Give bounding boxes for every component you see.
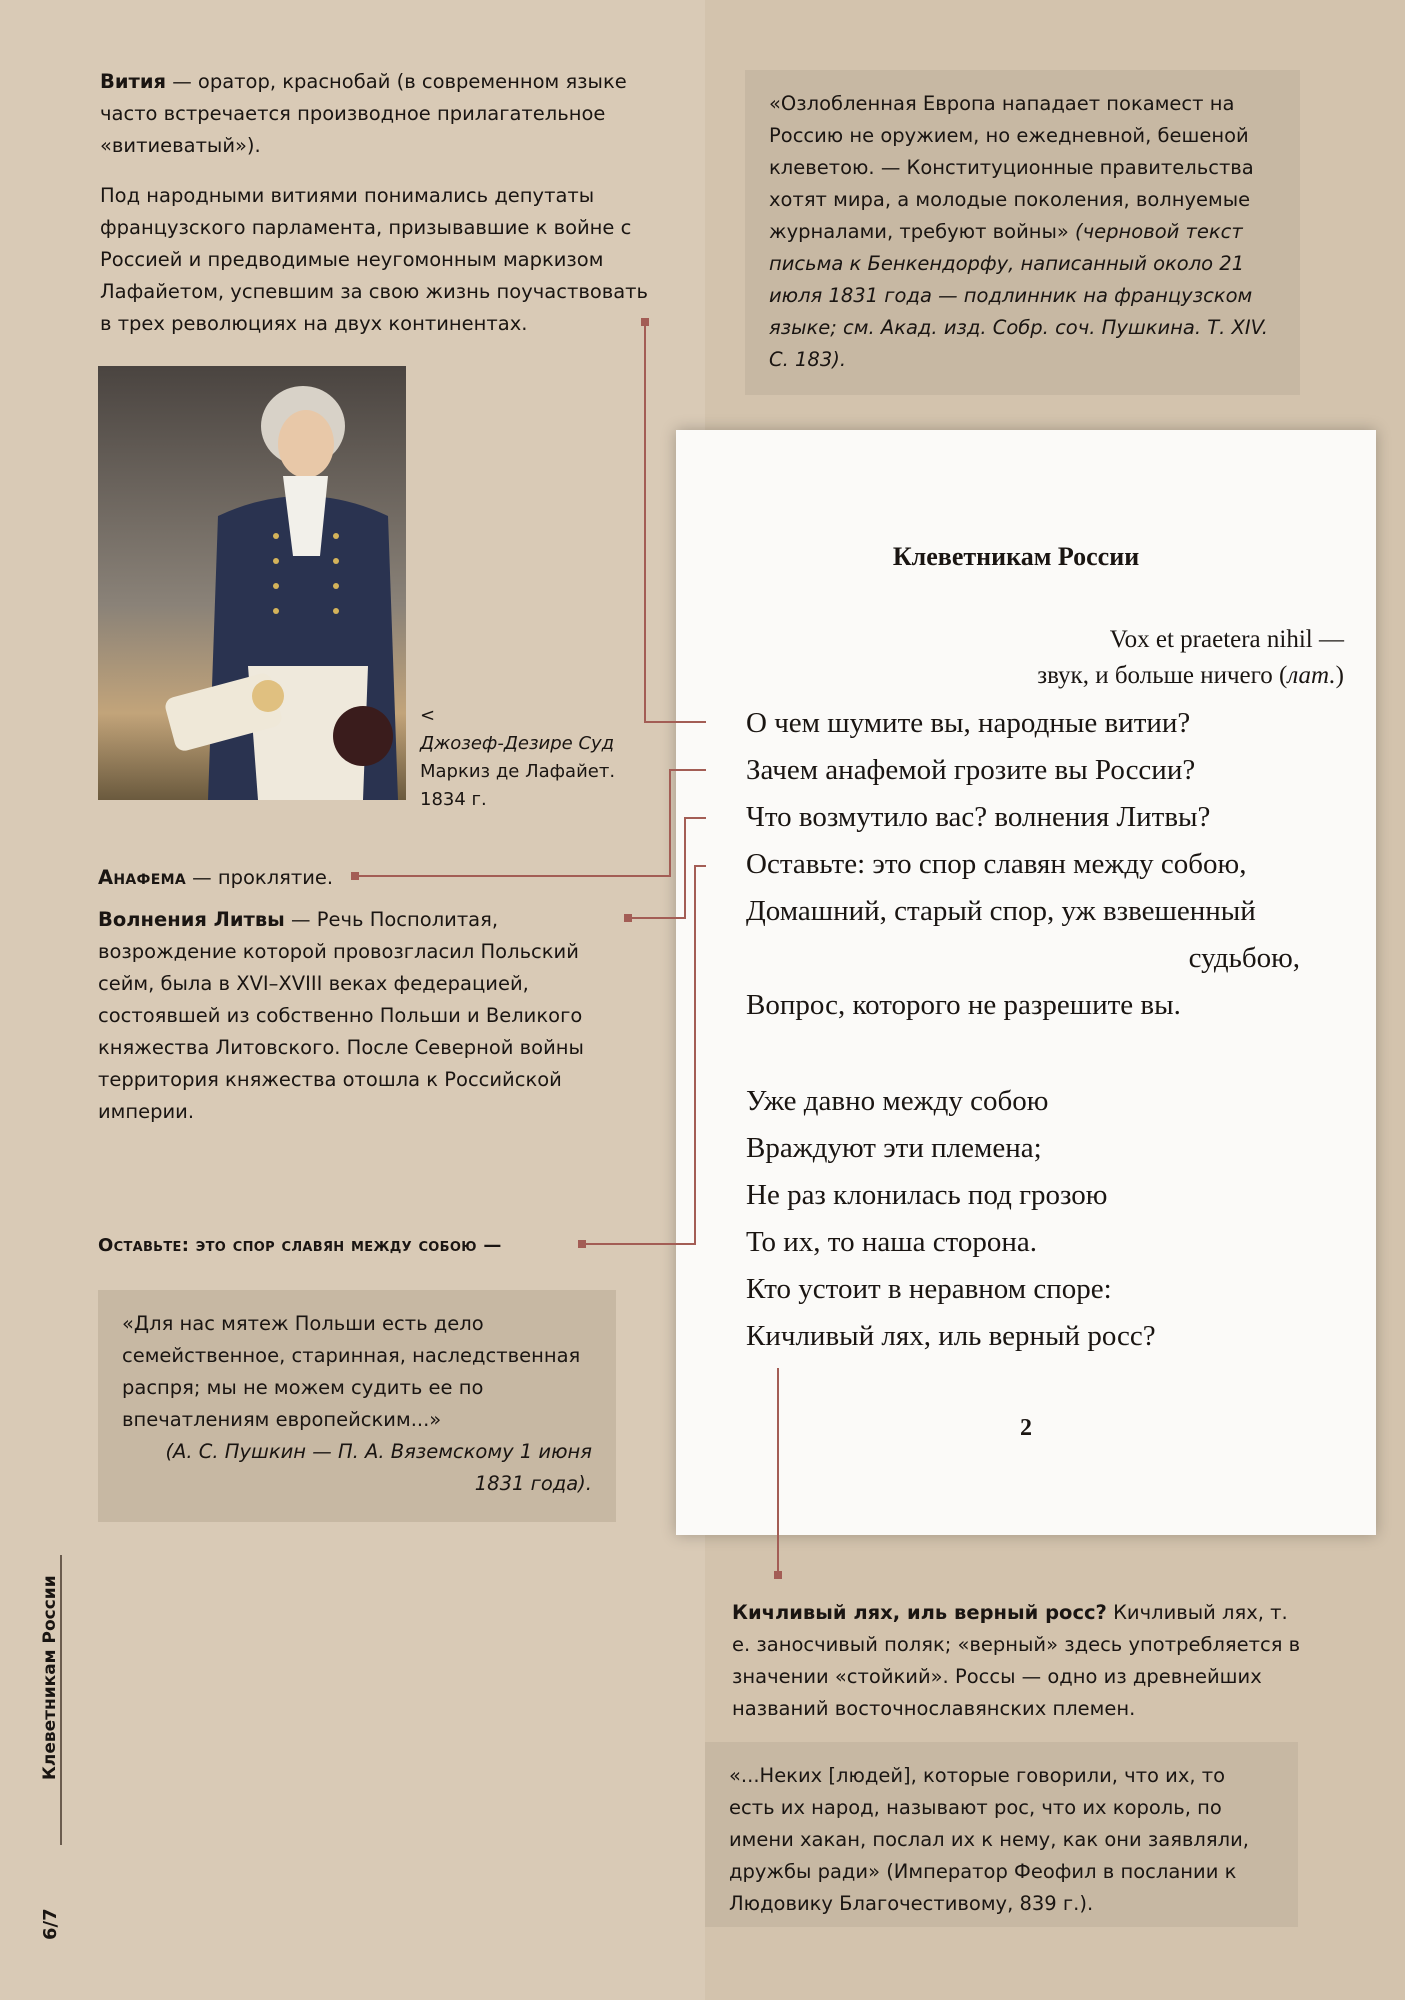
note-vitiya-term: Вития	[100, 70, 167, 93]
note-anafema-def: — проклятие.	[185, 866, 334, 889]
side-label: Клеветникам России	[40, 1575, 60, 1780]
poem-line: Что возмутило вас? волнения Литвы?	[746, 801, 1211, 833]
poem-line: Уже давно между собою	[746, 1085, 1049, 1117]
epigraph-line-2: звук, и больше ничего (	[1037, 662, 1288, 689]
leader-vitiya-dot	[641, 318, 649, 326]
poem-line: То их, то наша сторона.	[746, 1226, 1037, 1258]
poem-line: Оставьте: это спор славян между собою,	[746, 848, 1247, 880]
caption-mark: <	[420, 705, 436, 726]
leader-lyakh-dot	[774, 1571, 782, 1579]
note-litva-def: — Речь Посполитая, возрождение которой провозгласил Польский сейм, была в XVI–XVIII веках федерацией, состоявшей из собственно Польши и Великого княжества Литовского. После Северной войны территория княжества отошла к Российской империи.	[98, 908, 584, 1123]
caption-artist: Джозеф-Дезире Суд	[420, 733, 615, 754]
poem-line: Не раз клонилась под грозою	[746, 1179, 1108, 1211]
quote-vyazemsky-text: «Для нас мятеж Польши есть дело семейственное, старинная, наследственная распря; мы не можем судить ее по впечатлениям европейским...»	[122, 1312, 581, 1431]
quote-feofil: «...Неких [людей], которые говорили, что их, то есть их народ, называют рос, что их король, по имени хакан, послал их к нему, как они заявляли, дружбы ради» (Император Феофил в послании к Людовику Благочестивому, 839 г.).	[705, 1742, 1298, 1927]
note-narodnye-vitii: Под народными витиями понимались депутаты французского парламента, призывавшие к войне с Россией и предводимые неугомонным маркизом Лафайетом, успевшим за свою жизнь поучаствовать в трех революциях на двух континентах.	[100, 184, 649, 335]
note-litva-term: Волнения Литвы	[98, 908, 285, 931]
poem-line: судьбою,	[1188, 942, 1300, 974]
leader-anafema	[355, 770, 706, 876]
epigraph-lat: лат.	[1287, 662, 1336, 689]
folio: 6/7	[40, 1908, 61, 1940]
epigraph-close: )	[1335, 662, 1344, 689]
leader-spor-dot	[578, 1240, 586, 1248]
note-lyakh-def: Кичливый лях, т. е. заносчивый поляк; «верный» здесь употребляется в значении «стойкий». Россы — одно из древнейших названий восточнославянских племен.	[732, 1601, 1301, 1720]
note-spor-term: Оставьте: это спор славян между собою —	[98, 1235, 502, 1256]
leader-litva-dot	[624, 914, 632, 922]
poem-line: Кто устоит в неравном споре:	[746, 1273, 1112, 1305]
quote-benkendorf-text: «Озлобленная Европа нападает покамест на Россию не оружием, но ежедневной, бешеной клеветою. — Конституционные правительства хотят мира, а молодые поколения, волнуемые журналами, требуют войны»	[769, 92, 1254, 243]
poem-title: Клеветникам России	[892, 542, 1140, 571]
quote-vyazemsky-source: (А. С. Пушкин — П. А. Вяземскому 1 июня 1831 года).	[165, 1440, 592, 1495]
poem-line: Домашний, старый спор, уж взвешенный	[746, 895, 1256, 927]
caption-title: Маркиз де Лафайет.	[420, 761, 616, 782]
poem-line: Враждуют эти племена;	[746, 1132, 1042, 1164]
poem-line: Зачем анафемой грозите вы России?	[746, 754, 1196, 786]
caption-year: 1834 г.	[420, 789, 487, 810]
quote-benkendorf-source: (черновой текст письма к Бенкендорфу, написанный около 21 июля 1831 года — подлинник на французском языке; см. Акад. изд. Собр. соч. Пушкина. Т. XIV. С. 183).	[769, 220, 1268, 371]
note-anafema-term: Анафема	[98, 866, 186, 889]
epigraph-line-1: Vox et praetera nihil —	[1109, 626, 1344, 653]
note-lyakh-term: Кичливый лях, иль верный росс?	[732, 1601, 1107, 1624]
poem-line: Кичливый лях, иль верный росс?	[746, 1320, 1156, 1352]
leader-spor	[582, 866, 706, 1244]
leader-vitiya	[645, 322, 706, 722]
leader-anafema-dot	[351, 872, 359, 880]
side-rule	[60, 1555, 62, 1845]
poem-line: Вопрос, которого не разрешите вы.	[746, 989, 1181, 1021]
poem-page-number: 2	[1020, 1415, 1032, 1441]
note-vitiya-def: — оратор, краснобай (в современном языке часто встречается производное прилагательное «витиеватый»).	[100, 70, 627, 157]
poem-line: О чем шумите вы, народные витии?	[746, 707, 1191, 739]
